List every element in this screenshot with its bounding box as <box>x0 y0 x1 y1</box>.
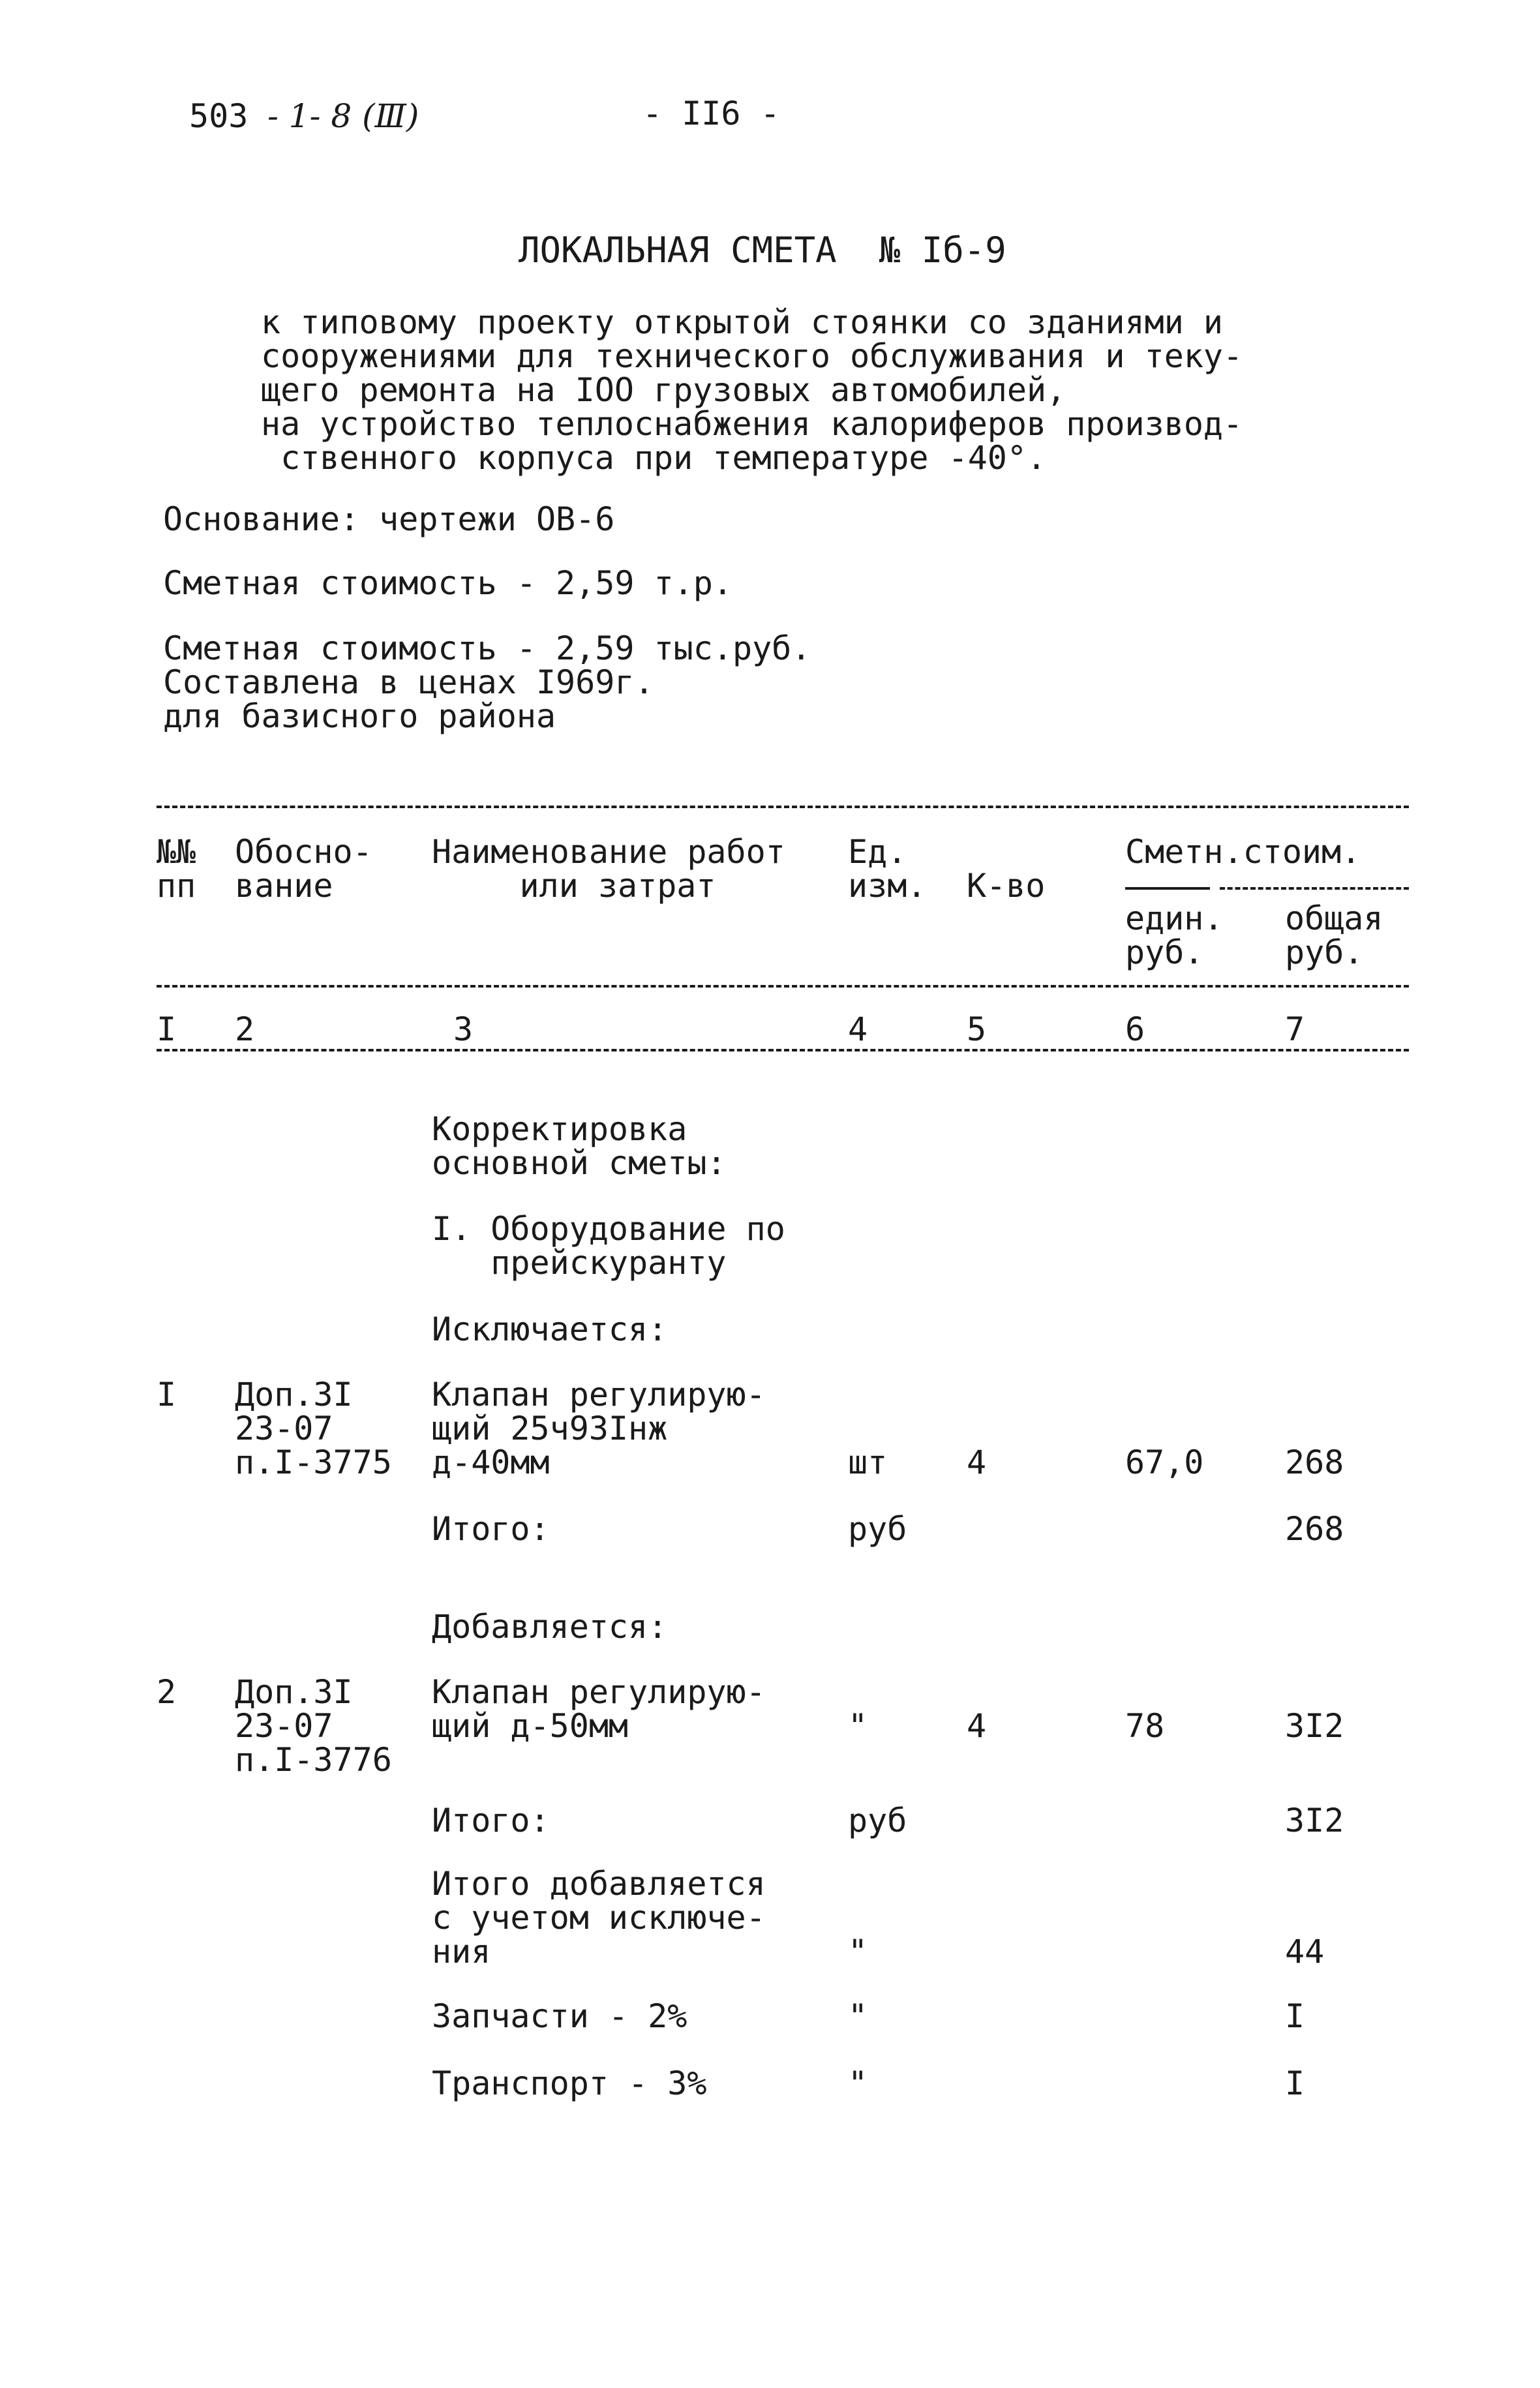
cost-group-rule-dashed <box>1220 887 1409 890</box>
cost-block-line-2: Составлена в ценах I969г. <box>163 663 654 701</box>
net-added-total: 44 <box>1285 1933 1325 1971</box>
row2-name-line-2: щий д-50мм <box>432 1707 629 1745</box>
column-number-5: 5 <box>967 1010 987 1048</box>
header-col5: К-во <box>967 867 1046 905</box>
spares-label: Запчасти - 2% <box>432 1997 687 2035</box>
column-number-4: 4 <box>848 1010 868 1048</box>
header-col1-line1: №№ <box>157 833 196 871</box>
header-col3-line2: или затрат <box>519 867 716 905</box>
header-col4-line1: Ед. <box>848 833 907 871</box>
excluded-label: Исключается: <box>432 1310 668 1348</box>
page-number: - II6 - <box>642 95 780 132</box>
row2-total: 3I2 <box>1285 1707 1344 1745</box>
document-title: ЛОКАЛЬНАЯ СМЕТА № Iб-9 <box>519 230 1006 271</box>
subtotal1-total: 268 <box>1285 1510 1344 1548</box>
header-col6-line2: руб. <box>1125 933 1204 971</box>
spares-unit: " <box>848 1997 868 2035</box>
table-top-rule <box>157 806 1409 808</box>
section1-line-1: I. Оборудование по <box>432 1210 785 1248</box>
header-col7-line2: руб. <box>1285 933 1364 971</box>
row2-unit: " <box>848 1707 868 1745</box>
row2-number: 2 <box>157 1673 177 1711</box>
cost-block-line-1: Сметная стоимость - 2,59 тыс.руб. <box>163 629 811 667</box>
column-number-3: 3 <box>453 1010 474 1048</box>
title-line-3: щего ремонта на IOO грузовых автомобилей, <box>261 371 1066 409</box>
row1-name-line-2: щий 25ч93Iнж <box>432 1410 668 1447</box>
row2-unit-price: 78 <box>1125 1707 1165 1745</box>
column-number-6: 6 <box>1125 1010 1145 1048</box>
title-line-5: ственного корпуса при температуре -40°. <box>261 439 1047 477</box>
subtotal1-unit: руб <box>848 1510 907 1548</box>
cost-block-line-3: для базисного района <box>163 697 556 735</box>
header-col2-line2: вание <box>235 867 333 905</box>
row1-basis-line-3: п.I-3775 <box>235 1443 392 1481</box>
title-line-2: сооружениями для технического обслуживания и теку- <box>261 337 1243 375</box>
row1-total: 268 <box>1285 1443 1344 1481</box>
row1-unit: шт <box>848 1443 888 1481</box>
subtotal2-label: Итого: <box>432 1802 550 1839</box>
row1-name-line-3: д-40мм <box>432 1443 550 1481</box>
row1-quantity: 4 <box>967 1443 987 1481</box>
transport-total: I <box>1285 2064 1305 2102</box>
spares-total: I <box>1285 1997 1305 2035</box>
column-numbers-rule <box>157 1049 1409 1051</box>
subtotal2-total: 3I2 <box>1285 1802 1344 1839</box>
added-label: Добавляется: <box>432 1608 668 1646</box>
header-cost-group: Сметн.стоим. <box>1125 833 1361 871</box>
column-number-1: I <box>157 1010 177 1048</box>
row2-basis-line-3: п.I-3776 <box>235 1741 392 1779</box>
column-number-7: 7 <box>1285 1010 1305 1048</box>
row2-basis-line-1: Доп.3I <box>235 1673 353 1711</box>
header-col3-line1: Наименование работ <box>432 833 785 871</box>
header-col4-line2: изм. <box>848 867 927 905</box>
row1-unit-price: 67,0 <box>1125 1443 1204 1481</box>
net-added-line-2: с учетом исключе- <box>432 1899 766 1937</box>
section1-line-2: прейскуранту <box>432 1244 727 1282</box>
cost-group-rule-solid <box>1125 887 1210 890</box>
header-col7-line1: общая <box>1285 899 1383 937</box>
subtotal2-unit: руб <box>848 1802 907 1839</box>
row2-quantity: 4 <box>967 1707 987 1745</box>
row1-basis-line-2: 23-07 <box>235 1410 333 1447</box>
title-line-4: на устройство теплоснабжения калориферов производ- <box>261 405 1243 443</box>
row1-basis-line-1: Доп.3I <box>235 1376 353 1413</box>
header-col2-line1: Обосно- <box>235 833 372 871</box>
document-code-number: 503 <box>189 97 249 135</box>
header-col6-line1: един. <box>1125 899 1224 937</box>
transport-label: Транспорт - 3% <box>432 2064 707 2102</box>
subtotal1-label: Итого: <box>432 1510 550 1548</box>
column-number-2: 2 <box>235 1010 255 1048</box>
header-col1-line2: пп <box>157 867 196 905</box>
row1-number: I <box>157 1376 177 1413</box>
header-bottom-rule <box>157 985 1409 988</box>
row2-name-line-1: Клапан регулирую- <box>432 1673 766 1711</box>
document-code-handwritten: - 1- 8 (Ⅲ) <box>267 97 419 135</box>
estimated-cost-line: Сметная стоимость - 2,59 т.р. <box>163 564 732 602</box>
basis-text: Основание: чертежи ОВ-6 <box>163 500 615 538</box>
net-added-line-1: Итого добавляется <box>432 1865 766 1903</box>
correction-line-2: основной сметы: <box>432 1144 727 1182</box>
row1-name-line-1: Клапан регулирую- <box>432 1376 766 1413</box>
net-added-unit: " <box>848 1933 868 1971</box>
transport-unit: " <box>848 2064 868 2102</box>
title-line-1: к типовому проекту открытой стоянки со зданиями и <box>261 303 1224 341</box>
net-added-line-3: ния <box>432 1933 491 1971</box>
correction-line-1: Корректировка <box>432 1110 687 1148</box>
row2-basis-line-2: 23-07 <box>235 1707 333 1745</box>
